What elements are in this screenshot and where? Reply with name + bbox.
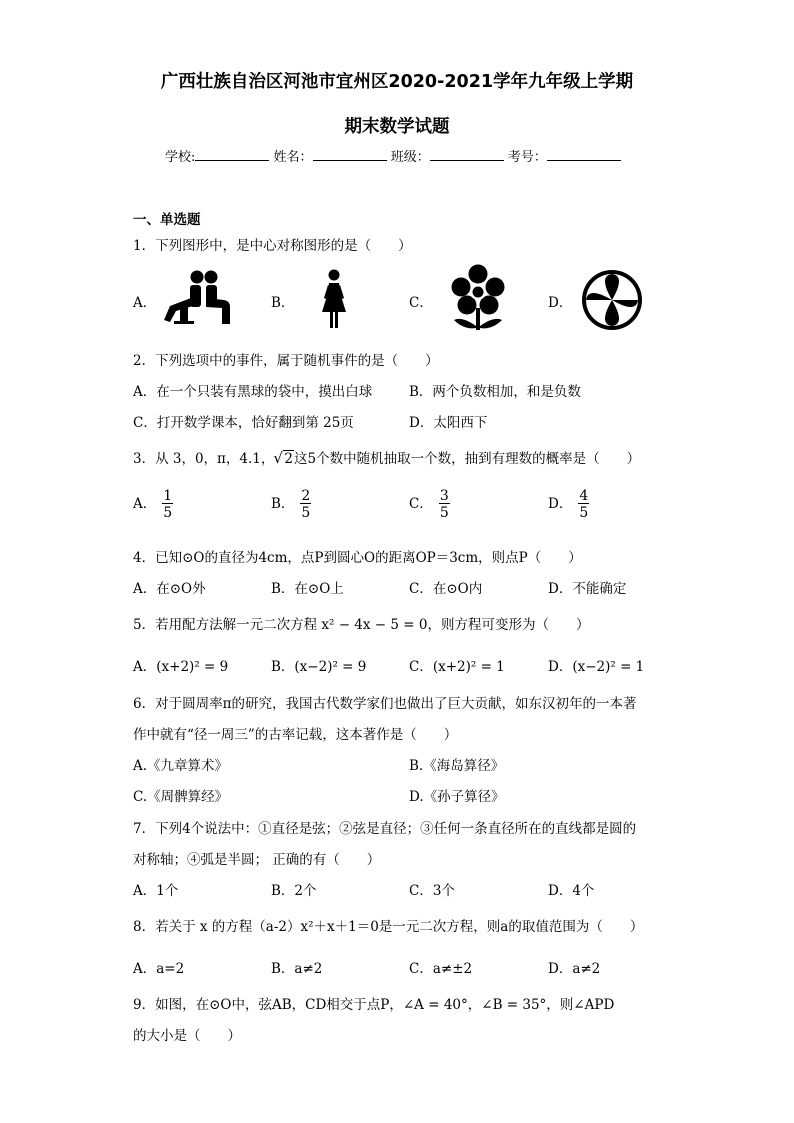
- q6-option-b: B.《海岛算径》: [409, 758, 505, 774]
- two-people-sitting-icon: [160, 268, 238, 328]
- q7-stem-line2: 对称轴；④弧是半圆； 正确的有（ ）: [133, 852, 381, 868]
- q2-option-d: D．太阳西下: [409, 415, 488, 431]
- q2-option-a: A．在一个只装有黑球的袋中，摸出白球: [133, 384, 373, 400]
- q1-stem: 1．下列图形中，是中心对称图形的是（ ）: [133, 238, 412, 254]
- q5-stem: 5．若用配方法解一元二次方程 x² − 4x − 5 = 0，则方程可变形为（ ）: [133, 617, 590, 633]
- q3-option-d: D． $\frac{4}{5}$: [548, 488, 589, 521]
- q6-option-c: C.《周髀算经》: [133, 789, 229, 805]
- q6-option-a: A.《九章算术》: [133, 758, 229, 774]
- q9-stem-line2: 的大小是（ ）: [133, 1028, 241, 1044]
- q5-option-c: C．(x+2)² = 1: [409, 659, 505, 675]
- q7-option-c: C．3个: [409, 883, 455, 899]
- q8-option-d: D．a≠2: [548, 961, 601, 977]
- woman-icon: [319, 268, 349, 330]
- q5-option-b: B．(x−2)² = 9: [271, 659, 367, 675]
- q8-option-c: C．a≠±2: [409, 961, 473, 977]
- q2-option-b: B．两个负数相加，和是负数: [409, 384, 581, 400]
- school-label: 学校:: [165, 150, 196, 165]
- q7-option-d: D．4个: [548, 883, 595, 899]
- q6-stem-line1: 6．对于圆周率π的研究，我国古代数学家们也做出了巨大贡献，如东汉初年的一本著: [133, 696, 637, 712]
- q4-stem: 4．已知⊙O的直径为4cm，点P到圆心O的距离OP＝3cm，则点P（ ）: [133, 550, 582, 566]
- q4-option-a: A．在⊙O外: [133, 581, 206, 597]
- class-blank[interactable]: [430, 148, 504, 161]
- q2-option-c: C．打开数学课本，恰好翻到第 25页: [133, 415, 354, 431]
- q3-option-c: C． $\frac{3}{5}$: [409, 488, 449, 521]
- q3-stem: 3．从 3，0，π，4.1，√ 2这5个数中随机抽取一个数，抽到有理数的概率是（ ）: [133, 447, 640, 467]
- q4-option-d: D．不能确定: [548, 581, 627, 597]
- q1-option-a: A．: [133, 295, 157, 311]
- flower-icon: [448, 264, 508, 332]
- q9-stem-line1: 9．如图，在⊙O中，弦AB，CD相交于点P，∠A = 40°，∠B = 35°，则∠APD: [133, 997, 615, 1013]
- name-label: 姓名：: [273, 150, 313, 165]
- q4-option-c: C．在⊙O内: [409, 581, 483, 597]
- class-label: 班级：: [390, 150, 430, 165]
- q8-stem: 8．若关于 x 的方程（a-2）x²＋x＋1＝0是一元二次方程，则a的取值范围为（ ）: [133, 919, 644, 935]
- q7-option-b: B．2个: [271, 883, 317, 899]
- q5-option-d: D．(x−2)² = 1: [548, 659, 645, 675]
- q7-stem-line1: 7．下列4个说法中：①直径是弦；②弦是直径；③任何一条直径所在的直线都是圆的: [133, 821, 637, 837]
- q5-option-a: A．(x+2)² = 9: [133, 659, 229, 675]
- q7-option-a: A．1个: [133, 883, 179, 899]
- name-blank[interactable]: [313, 148, 387, 161]
- q6-stem-line2: 作中就有“径一周三”的古率记载，这本著作是（ ）: [133, 727, 458, 743]
- q8-option-a: A．a=2: [133, 961, 185, 977]
- q6-option-d: D.《孙子算径》: [409, 789, 505, 805]
- exam-number-label: 考号：: [507, 150, 547, 165]
- q2-stem: 2．下列选项中的事件，属于随机事件的是（ ）: [133, 353, 439, 369]
- q1-option-d: D．: [548, 295, 573, 311]
- exam-number-blank[interactable]: [547, 148, 621, 161]
- section-title: 一、单选题: [133, 212, 201, 228]
- exam-title-line1: 广西壮族自治区河池市宜州区2020-2021学年九年级上学期: [160, 72, 634, 92]
- exam-title-line2: 期末数学试题: [344, 117, 450, 137]
- q1-option-c: C．: [409, 295, 433, 311]
- q8-option-b: B．a≠2: [271, 961, 323, 977]
- q3-option-a: A． $\frac{1}{5}$: [133, 488, 173, 521]
- student-info-fields: [165, 146, 621, 165]
- sqrt-two: √ 2: [274, 451, 294, 467]
- q1-option-b: B．: [271, 295, 295, 311]
- q4-option-b: B．在⊙O上: [271, 581, 344, 597]
- circle-petal-emblem-icon: [580, 268, 644, 332]
- q3-option-b: B． $\frac{2}{5}$: [271, 488, 311, 521]
- school-blank[interactable]: [195, 148, 269, 161]
